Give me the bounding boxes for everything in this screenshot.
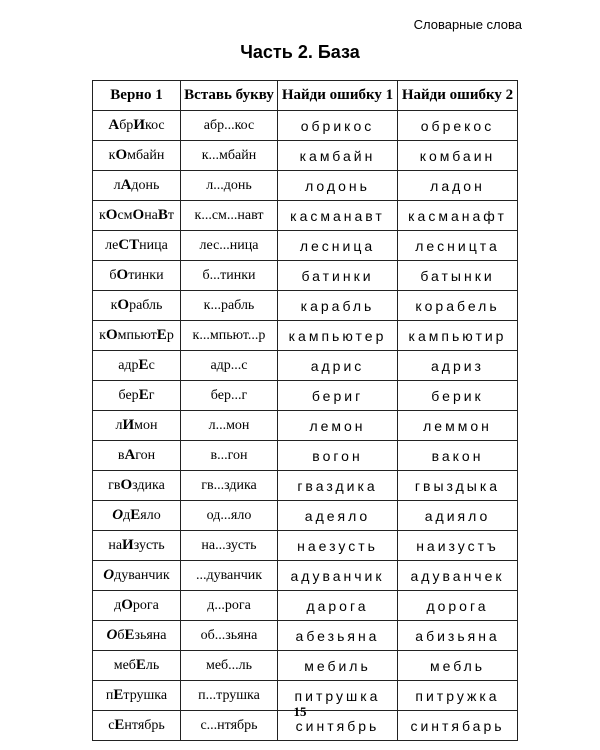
cell-correct-word bbox=[93, 261, 181, 291]
word-fragment: зьяна bbox=[134, 628, 167, 643]
word-fragment: л bbox=[115, 418, 123, 433]
word-fragment: адр bbox=[118, 358, 139, 373]
word-fragment: рога bbox=[132, 598, 159, 613]
highlighted-letter: О bbox=[103, 567, 115, 583]
column-header-find-error-1: Найди ошибку 1 bbox=[278, 81, 398, 111]
highlighted-letter: О bbox=[105, 327, 118, 343]
word-fragment: дуванчик bbox=[114, 568, 170, 583]
highlighted-letter: И bbox=[133, 117, 145, 133]
cell-correct-word bbox=[93, 561, 181, 591]
word-fragment: г bbox=[148, 388, 155, 403]
table-row bbox=[93, 411, 518, 441]
cell-find-error-1: батинки bbox=[278, 261, 398, 291]
column-header-fill-letter: Вставь букву bbox=[181, 81, 278, 111]
highlighted-letter: О bbox=[112, 507, 124, 523]
cell-fill-letter: к...рабль bbox=[181, 291, 278, 321]
cell-fill-letter: к...мпьют...р bbox=[181, 321, 278, 351]
cell-find-error-1: мебиль bbox=[278, 651, 398, 681]
page-number: 15 bbox=[293, 704, 307, 719]
word-fragment: трушка bbox=[123, 688, 168, 703]
highlighted-letter: Е bbox=[138, 357, 149, 373]
cell-fill-letter: лес...ница bbox=[181, 231, 278, 261]
word-fragment: к bbox=[99, 328, 106, 343]
word-fragment: к bbox=[98, 208, 106, 223]
cell-find-error-2: комбаин bbox=[398, 141, 518, 171]
cell-find-error-1: кампьютер bbox=[278, 321, 398, 351]
page-title: Часть 2. База bbox=[240, 42, 360, 62]
word-fragment: меб bbox=[113, 658, 136, 673]
table-row bbox=[93, 591, 518, 621]
cell-correct-word bbox=[93, 501, 181, 531]
highlighted-letter: О bbox=[105, 207, 118, 223]
highlighted-letter: О bbox=[116, 267, 129, 283]
cell-find-error-1: бериг bbox=[278, 381, 398, 411]
highlighted-letter: Е bbox=[113, 687, 124, 703]
cell-find-error-1: лодонь bbox=[278, 171, 398, 201]
word-fragment: бер bbox=[118, 388, 139, 403]
word-fragment: в bbox=[117, 448, 125, 463]
highlighted-letter: О bbox=[115, 147, 128, 163]
cell-fill-letter: меб...ль bbox=[181, 651, 278, 681]
cell-find-error-1: дарога bbox=[278, 591, 398, 621]
word-fragment: к bbox=[108, 148, 116, 163]
word-fragment: д bbox=[123, 508, 131, 523]
table-row bbox=[93, 291, 518, 321]
word-fragment: с bbox=[148, 358, 155, 373]
highlighted-letter: А bbox=[120, 177, 132, 193]
cell-find-error-2: адияло bbox=[398, 501, 518, 531]
cell-correct-word bbox=[93, 651, 181, 681]
cell-find-error-1: наезусть bbox=[278, 531, 398, 561]
word-fragment: бр bbox=[119, 118, 134, 133]
cell-find-error-1: лесница bbox=[278, 231, 398, 261]
cell-fill-letter: с...нтябрь bbox=[181, 711, 278, 741]
cell-correct-word bbox=[93, 591, 181, 621]
table-row bbox=[93, 621, 518, 651]
cell-find-error-2: касманафт bbox=[398, 201, 518, 231]
word-fragment: б bbox=[109, 268, 117, 283]
table-row bbox=[93, 381, 518, 411]
table-row bbox=[93, 531, 518, 561]
highlighted-letter: Е bbox=[135, 657, 146, 673]
cell-find-error-2: кампьютир bbox=[398, 321, 518, 351]
cell-correct-word bbox=[93, 141, 181, 171]
running-header: Словарные слова bbox=[413, 17, 522, 32]
table-row bbox=[93, 441, 518, 471]
cell-fill-letter: б...тинки bbox=[181, 261, 278, 291]
cell-find-error-2: дорога bbox=[398, 591, 518, 621]
word-fragment: ле bbox=[105, 238, 119, 253]
word-fragment: гв bbox=[108, 478, 121, 493]
cell-find-error-1: касманавт bbox=[278, 201, 398, 231]
word-fragment: р bbox=[166, 328, 174, 343]
cell-fill-letter: адр...с bbox=[181, 351, 278, 381]
cell-find-error-2: абизьяна bbox=[398, 621, 518, 651]
highlighted-letter: А bbox=[108, 117, 120, 133]
cell-correct-word bbox=[93, 171, 181, 201]
word-fragment: мон bbox=[134, 418, 158, 433]
word-fragment: на bbox=[144, 208, 158, 223]
cell-find-error-1: вогон bbox=[278, 441, 398, 471]
cell-fill-letter: гв...здика bbox=[181, 471, 278, 501]
word-fragment: нтябрь bbox=[124, 718, 165, 733]
cell-find-error-2: адриз bbox=[398, 351, 518, 381]
word-fragment: п bbox=[105, 688, 114, 703]
cell-correct-word bbox=[93, 531, 181, 561]
cell-correct-word bbox=[93, 231, 181, 261]
cell-correct-word bbox=[93, 351, 181, 381]
cell-fill-letter: в...гон bbox=[181, 441, 278, 471]
cell-correct-word bbox=[93, 291, 181, 321]
cell-fill-letter: ...дуванчик bbox=[181, 561, 278, 591]
cell-find-error-2: мебль bbox=[398, 651, 518, 681]
cell-find-error-2: синтябарь bbox=[398, 711, 518, 741]
table-body bbox=[93, 111, 518, 741]
cell-find-error-2: батынки bbox=[398, 261, 518, 291]
cell-find-error-1: питрушка bbox=[278, 681, 398, 711]
cell-find-error-2: гвыздыка bbox=[398, 471, 518, 501]
cell-fill-letter: л...донь bbox=[181, 171, 278, 201]
cell-fill-letter: к...мбайн bbox=[181, 141, 278, 171]
cell-correct-word bbox=[93, 111, 181, 141]
highlighted-letter: Е bbox=[114, 717, 125, 733]
cell-correct-word bbox=[93, 321, 181, 351]
highlighted-letter: О bbox=[117, 297, 130, 313]
cell-find-error-2: наизустъ bbox=[398, 531, 518, 561]
word-fragment: к bbox=[110, 298, 118, 313]
cell-find-error-1: абезьяна bbox=[278, 621, 398, 651]
cell-find-error-1: карабль bbox=[278, 291, 398, 321]
highlighted-letter: Е bbox=[124, 627, 135, 643]
highlighted-letter: СТ bbox=[118, 237, 140, 253]
column-header-find-error-2: Найди ошибку 2 bbox=[398, 81, 518, 111]
table-row bbox=[93, 111, 518, 141]
highlighted-letter: О bbox=[132, 207, 145, 223]
cell-find-error-2: ладон bbox=[398, 171, 518, 201]
word-fragment: см bbox=[117, 208, 133, 223]
cell-find-error-2: питружка bbox=[398, 681, 518, 711]
cell-find-error-2: адуванчек bbox=[398, 561, 518, 591]
cell-correct-word bbox=[93, 411, 181, 441]
word-fragment: на bbox=[108, 538, 123, 553]
word-fragment: б bbox=[117, 628, 125, 643]
table-row bbox=[93, 261, 518, 291]
table-row bbox=[93, 321, 518, 351]
word-fragment: д bbox=[114, 598, 122, 613]
highlighted-letter: И bbox=[122, 417, 135, 433]
word-fragment: мпьют bbox=[117, 328, 157, 343]
word-fragment: здика bbox=[132, 478, 165, 493]
table-row bbox=[93, 201, 518, 231]
cell-fill-letter: к...см...навт bbox=[181, 201, 278, 231]
word-fragment: с bbox=[108, 718, 115, 733]
cell-fill-letter: бер...г bbox=[181, 381, 278, 411]
cell-find-error-1: камбайн bbox=[278, 141, 398, 171]
cell-fill-letter: абр...кос bbox=[181, 111, 278, 141]
cell-fill-letter: од...яло bbox=[181, 501, 278, 531]
highlighted-letter: Е bbox=[130, 507, 141, 523]
cell-find-error-1: адеяло bbox=[278, 501, 398, 531]
cell-fill-letter: п...трушка bbox=[181, 681, 278, 711]
highlighted-letter: О bbox=[121, 597, 133, 613]
highlighted-letter: А bbox=[124, 447, 136, 463]
cell-correct-word bbox=[93, 201, 181, 231]
table-row bbox=[93, 561, 518, 591]
highlighted-letter: Е bbox=[156, 327, 167, 343]
vocabulary-table bbox=[92, 80, 518, 741]
cell-find-error-2: берик bbox=[398, 381, 518, 411]
cell-find-error-1: гваздика bbox=[278, 471, 398, 501]
table-row bbox=[93, 351, 518, 381]
word-fragment: тинки bbox=[128, 268, 164, 283]
cell-find-error-1: синтябрь bbox=[278, 711, 398, 741]
highlighted-letter: В bbox=[157, 207, 168, 223]
word-fragment: кос bbox=[144, 118, 165, 133]
cell-correct-word bbox=[93, 381, 181, 411]
word-fragment: л bbox=[113, 178, 121, 193]
word-fragment: гон bbox=[135, 448, 156, 463]
highlighted-letter: О bbox=[106, 627, 118, 643]
table-header-row bbox=[93, 81, 518, 111]
column-header-correct: Верно 1 bbox=[93, 81, 181, 111]
table-row bbox=[93, 651, 518, 681]
cell-find-error-2: леммон bbox=[398, 411, 518, 441]
highlighted-letter: И bbox=[122, 537, 134, 553]
cell-find-error-1: лемон bbox=[278, 411, 398, 441]
cell-find-error-2: корабель bbox=[398, 291, 518, 321]
table-row bbox=[93, 141, 518, 171]
table-row bbox=[93, 231, 518, 261]
word-fragment: т bbox=[167, 208, 175, 223]
cell-fill-letter: об...зьяна bbox=[181, 621, 278, 651]
word-fragment: мбайн bbox=[127, 148, 165, 163]
cell-find-error-1: адуванчик bbox=[278, 561, 398, 591]
cell-correct-word bbox=[93, 471, 181, 501]
table-row bbox=[93, 171, 518, 201]
word-fragment: донь bbox=[131, 178, 160, 193]
cell-correct-word bbox=[93, 441, 181, 471]
cell-fill-letter: д...рога bbox=[181, 591, 278, 621]
cell-find-error-1: адрис bbox=[278, 351, 398, 381]
cell-correct-word bbox=[93, 621, 181, 651]
word-fragment: ль bbox=[145, 658, 160, 673]
cell-find-error-2: вакон bbox=[398, 441, 518, 471]
cell-fill-letter: л...мон bbox=[181, 411, 278, 441]
word-fragment: рабль bbox=[129, 298, 163, 313]
word-fragment: зусть bbox=[133, 538, 165, 553]
cell-find-error-2: обрекос bbox=[398, 111, 518, 141]
table-row bbox=[93, 471, 518, 501]
cell-find-error-1: обрикос bbox=[278, 111, 398, 141]
word-fragment: яло bbox=[140, 508, 161, 523]
word-fragment: ница bbox=[139, 238, 168, 253]
cell-find-error-2: лесницта bbox=[398, 231, 518, 261]
highlighted-letter: Е bbox=[138, 387, 149, 403]
highlighted-letter: О bbox=[120, 477, 133, 493]
table-row bbox=[93, 501, 518, 531]
cell-fill-letter: на...зусть bbox=[181, 531, 278, 561]
